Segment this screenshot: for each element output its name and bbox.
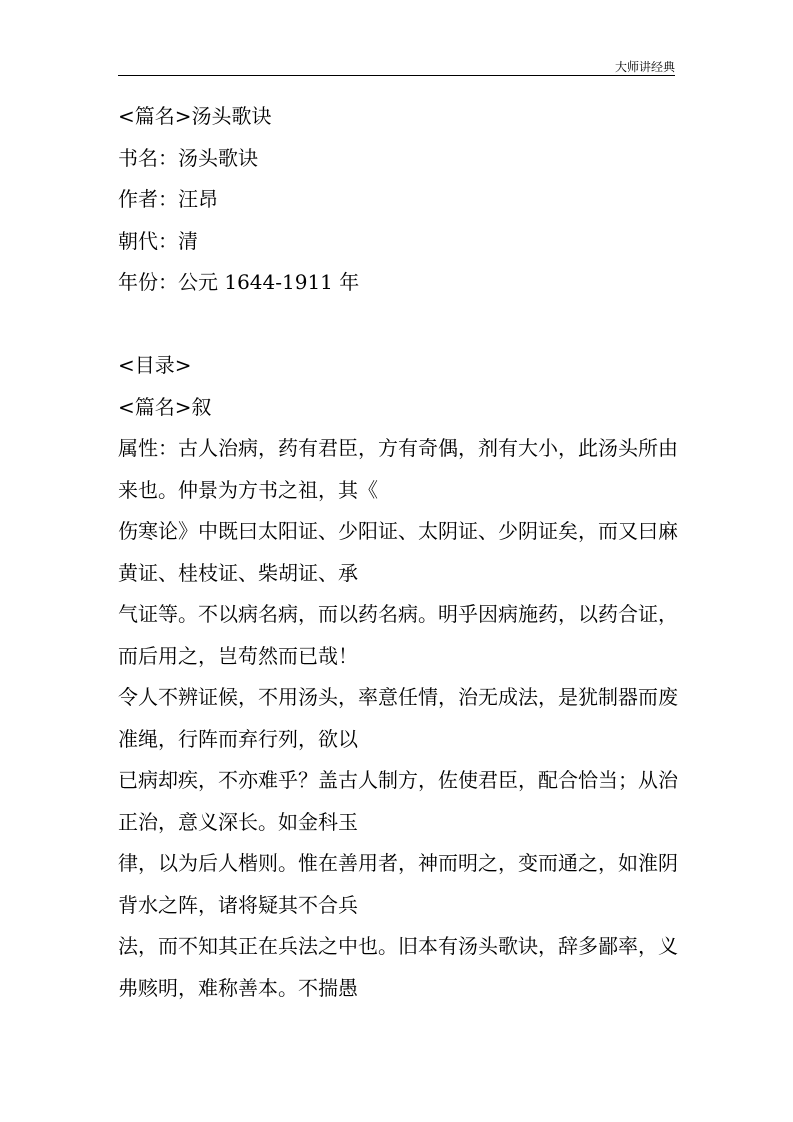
paragraph-line: 伤寒论》中既曰太阳证、少阳证、太阴证、少阴证矣，而又曰麻 — [118, 519, 678, 543]
blank-line — [118, 304, 683, 346]
year-line: 年份：公元 1644-1911 年 — [118, 270, 360, 294]
author-line: 作者：汪昂 — [118, 187, 218, 211]
document-body — [118, 96, 683, 1009]
book-name-line: 书名：汤头歌诀 — [118, 145, 258, 170]
dynasty-line: 朝代：清 — [118, 228, 198, 253]
paragraph-line: 属性：古人治病，药有君臣，方有奇偶，剂有大小，此汤头所由 — [118, 436, 678, 460]
paragraph-line: 气证等。不以病名病，而以药名病。明乎因病施药，以药合证， — [118, 602, 678, 626]
paragraph-line: 背水之阵，诸将疑其不合兵 — [118, 892, 358, 917]
running-header: 大师讲经典 — [614, 60, 675, 74]
paragraph-line: 弗赅明，难称善本。不揣愚 — [118, 975, 358, 1000]
paragraph-line: 法，而不知其正在兵法之中也。旧本有汤头歌诀，辞多鄙率，义 — [118, 934, 678, 958]
paragraph-line: 律，以为后人楷则。惟在善用者，神而明之，变而通之，如淮阴 — [118, 851, 678, 875]
paragraph-line: 已病却疾，不亦难乎？盖古人制方，佐使君臣，配合恰当；从治 — [118, 768, 678, 792]
paragraph-line: 来也。仲景为方书之祖，其《 — [118, 477, 378, 502]
paragraph-line: 而后用之，岂苟然而已哉！ — [118, 643, 358, 668]
paragraph-line: 正治，意义深长。如金科玉 — [118, 809, 358, 834]
chapter-title-line: <篇名>叙 — [118, 394, 212, 419]
paragraph-line: 黄证、桂枝证、柴胡证、承 — [118, 560, 358, 585]
paragraph-line: 准绳，行阵而弃行列，欲以 — [118, 726, 358, 751]
paragraph-line: 令人不辨证候，不用汤头，率意任情，治无成法，是犹制器而废 — [118, 685, 678, 709]
title-line: <篇名>汤头歌诀 — [118, 104, 272, 128]
header-rule — [118, 75, 675, 76]
toc-line: <目录> — [118, 353, 192, 377]
